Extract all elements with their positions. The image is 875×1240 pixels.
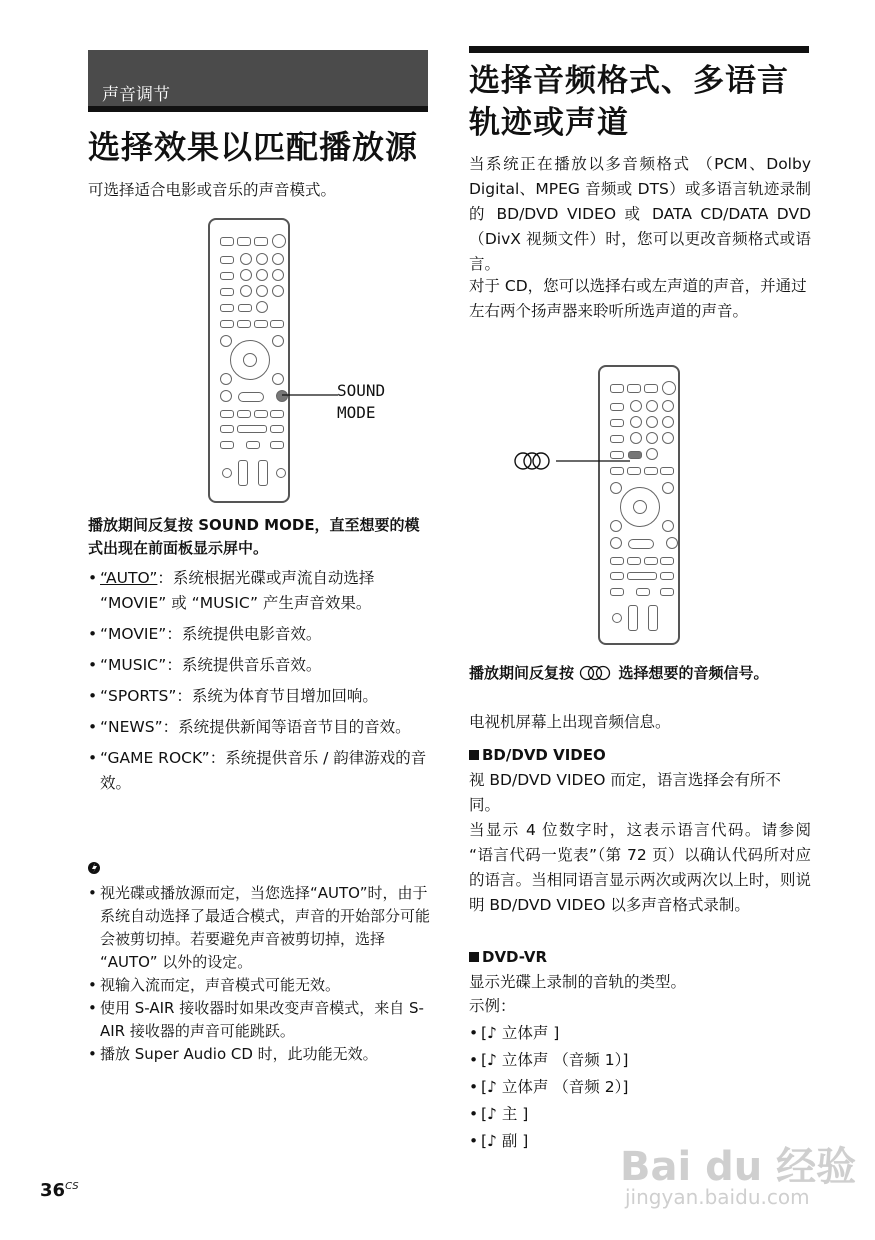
list-item: • [♪ 主 ] — [469, 1101, 811, 1128]
page-title-left: 选择效果以匹配播放源 — [88, 128, 419, 166]
paragraph-formats: 当系统正在播放以多音频格式 （PCM、Dolby Digital、MPEG 音频或 DTS）或多语言轨迹录制的 BD/DVD VIDEO 或 DATA CD/DATA DVD （DivX 视频文件）时，您可以更改音频格式或语言。 — [469, 155, 811, 273]
instruction-right: 播放期间反复按 选择想要的音频信号。 — [469, 664, 769, 682]
watermark-logo: Bai du 经验 — [620, 1144, 857, 1190]
page-number: $36^{CS}$ — [40, 1180, 79, 1201]
sound-mode-leader-line — [280, 388, 340, 402]
bd-paragraph-2: 当显示 4 位数字时，这表示语言代码。请参阅 “语言代码一览表”（第 72 页）以确认代码所对应的语言。当相同语言显示两次或两次以上时，则说明 BD/DVD VIDEO 以多声音格式录制。 — [469, 821, 811, 914]
note-icon — [88, 860, 102, 876]
audio-icon — [579, 665, 613, 681]
list-item: • 使用 S-AIR 接收器时如果改变声音模式，来自 S-AIR 接收器的声音可能跳跃。 — [88, 997, 430, 1043]
list-item: • [♪ 副 ] — [469, 1128, 811, 1155]
audio-icon — [515, 453, 549, 469]
list-item: • [♪ 立体声 ] — [469, 1020, 811, 1047]
sound-mode-callout: SOUND MODE — [337, 381, 386, 422]
notes-list — [88, 882, 430, 1066]
intro-text-left: 可选择适合电影或音乐的声音模式。 — [88, 181, 337, 199]
list-item: • “AUTO”：系统根据光碟或声流自动选择 “MOVIE” 或 “MUSIC” 产生声音效果。 — [88, 566, 430, 616]
list-item: • “NEWS”：系统提供新闻等语音节目的音效。 — [88, 715, 430, 740]
instruction-result: 电视机屏幕上出现音频信息。 — [469, 713, 671, 731]
bd-paragraph-1: 视 BD/DVD VIDEO 而定，语言选择会有所不同。 — [469, 771, 781, 814]
list-item: • “GAME ROCK”：系统提供音乐 / 韵律游戏的音效。 — [88, 746, 430, 796]
list-item: • 视输入流而定，声音模式可能无效。 — [88, 974, 430, 997]
watermark-url: jingyan.baidu.com — [625, 1185, 810, 1209]
list-item: • 视光碟或播放源而定，当您选择“AUTO”时，由于系统自动选择了最适合模式，声音的开始部分可能会被剪切掉。若要避免声音被剪切掉，选择 “AUTO” 以外的设定。 — [88, 882, 430, 974]
instruction-left: 播放期间反复按 SOUND MODE，直至想要的模式出现在前面板显示屏中。 — [88, 516, 420, 557]
sound-mode-list — [88, 566, 430, 796]
list-item: • “MUSIC”：系统提供音乐音效。 — [88, 653, 430, 678]
list-item: • [♪ 立体声 （音频 1）] — [469, 1047, 811, 1074]
bd-dvd-video-heading: BD/DVD VIDEO — [469, 746, 606, 764]
dvd-vr-heading: DVD-VR — [469, 948, 547, 966]
heading-rule — [469, 46, 809, 53]
dvd-vr-paragraph: 显示光碟上录制的音轨的类型。 — [469, 973, 687, 991]
list-item: • “MOVIE”：系统提供电影音效。 — [88, 622, 430, 647]
remote-illustration-left — [208, 218, 290, 503]
paragraph-cd: 对于 CD，您可以选择右或左声道的声音，并通过左右两个扬声器来聆听所选声道的声音。 — [469, 277, 807, 320]
list-item: • “SPORTS”：系统为体育节目增加回响。 — [88, 684, 430, 709]
audio-button-callout — [512, 450, 632, 472]
list-item: • [♪ 立体声 （音频 2）] — [469, 1074, 811, 1101]
list-item: • 播放 Super Audio CD 时，此功能无效。 — [88, 1043, 430, 1066]
section-tab: 声音调节 — [88, 50, 428, 112]
remote-illustration-right — [598, 365, 680, 645]
page-title-right: 选择音频格式、多语言 轨迹或声道 — [469, 63, 789, 141]
dvd-vr-example-label: 示例： — [469, 997, 516, 1015]
